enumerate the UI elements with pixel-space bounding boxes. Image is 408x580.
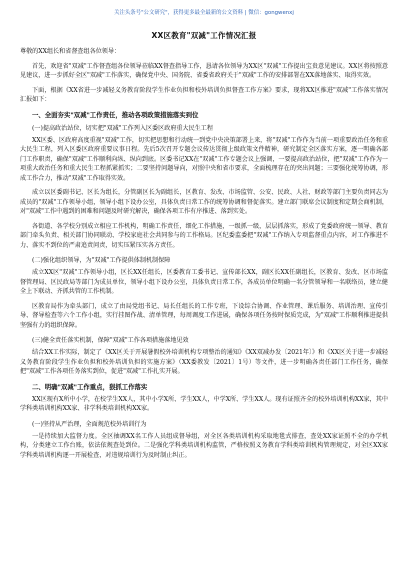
body-paragraph: 成立XX区"双减"工作领导小组，区长XX任组长，区委教育工委书记、宣传部长XX，副区长XX任副组长，区教育、发改、区市场监督管理局、区民政局等部门为成员单位，领导小组下设办公室，具体负责日常工作，各成员单位明确一名分管领导和一名联络员，建立健全上下联动、齐抓共管的工作机制。 <box>20 269 388 295</box>
document-body <box>20 30 388 465</box>
section-heading: 二、明确"双减"工作重点，狠抓工作落实 <box>32 382 148 391</box>
body-paragraph: XX区现有X所中小学，在校学生XX人，其中小学X所、学生XX人，中学X所、学生XX人。现有证照齐全的校外培训机构XX家，其中学科类培训机构XX家、非学科类培训机构XX家。 <box>20 395 388 412</box>
section-heading: 一、全面夯实"双减"工作责任，推动各项政策措施落实到位 <box>32 110 199 119</box>
subsection-heading: (一)坚持从严治理，全面规范校外培训行为 <box>32 420 147 428</box>
intro-paragraph: 首先，欢迎省"双减"工作督查组各位领导莅临XX督查指导工作，恳请各位领导为XX区"双减"工作提出宝贵意见建议。XX区将按照意见建议，进一步抓好全区"双减"工作落实，确保党中央、国务院、省委省政府关于"双减"工作的安排部署在XX落地落实、取得实效。 <box>20 62 388 79</box>
body-paragraph: 成立以区委副书记、区长为组长，分管副区长为副组长，区教育、发改、市场监管、公安、民政、人社、财政等部门主要负责同志为成员的"双减"工作领导小组，领导小组下设办公室，具体负责日常工作的统筹协调和督促落实。建立部门联席会议制度和定期会商机制，对"双减"工作中遇到的困难和问题及时研究解决，确保各项工作有序推进、落到实处。 <box>20 189 388 215</box>
body-paragraph: XX区委、区政府高度重视"双减"工作，切实把思想和行动统一到党中央决策部署上来，将"双减"工作作为当前一项重要政治任务和重大民生工程，列入区委区政府重要议事日程。先后5次召开专题会议传达贯彻上级政策文件精神，研究制定全区落实方案，逐一明确各部门工作职责，确保"双减"工作顺利向纵、纵向到底。区委书记XX在"双减"工作专题会议上强调，一要提高政治站位，把"双减"工作作为一项重大政治任务和重大民生工程抓紧抓实；二要坚持问题导向，对照中央和省市要求，全面梳理存在的突出问题；三要强化统筹协调，形成工作合力，推动"双减"工作取得实效。 <box>20 136 388 182</box>
body-paragraph: 一是持续加大监督力度。全区抽调XX名工作人员组成督导组，对全区各类培训机构采取地毯式排查，查处XX家证照不全的办学机构，分类建立工作台账，依法依规查处到位。二是强化学科类培训机构监管，严格按照义务教育学科类培训机构管理规定，对全区XX家学科类培训机构逐一开展检查，对违规培训行为及时制止纠正。 <box>20 432 388 459</box>
subsection-heading: (二)强化组织领导，为"双减"工作提供体制机制保障 <box>32 257 171 264</box>
subsection-heading: (一)提高政治站位，切实把"双减"工作列入区委区政府重大民生工程 <box>32 124 213 132</box>
salutation: 尊敬的XX组长和省督查组各位领导： <box>20 48 121 55</box>
body-paragraph: 结合XX工作实际，制定了《XX区关于开展暑假校外培训机构专项整治的通知》《XX双减办发〔2021年〕》和《XX区关于进一步减轻义务教育阶段学生作业负担和校外培训负担的实施方案》（XX委教发〔2021〕1号）等文件，进一步明确各责任部门工作任务，确保把"双减"工作各项任务落实到位，促进"双减"工作扎实开展。 <box>20 349 388 375</box>
promo-banner: 关注头条号"公文研究"，获得更多最全最新的公文资料 | 微信：gongwenxj <box>114 10 294 16</box>
intro-paragraph: 下面，根据《XX省进一步减轻义务教育阶段学生作业负担和校外培训负担督查工作方案》要求，现将XX区推进"双减"工作落实情况汇报如下： <box>20 86 388 103</box>
document-title: XX区教育"双减"工作情况汇报 <box>151 31 257 40</box>
body-paragraph: 区教育局作为牵头部门，成立了由局党组书记、局长任组长的工作专班，下设综合协调、作业管理、课后服务、培训治理、宣传引导、督导检查等六个工作小组，实行挂图作战、清单管理，每周调度工作进展，确保各项任务按时保质完成，为"双减"工作顺利推进提供坚强有力的组织保障。 <box>20 302 388 329</box>
subsection-heading: (三)健全责任落实机制，保障"双减"工作各项措施落地见效 <box>32 337 189 344</box>
body-paragraph: 各街道、各学校分别成立相应工作机构，明确工作责任，细化工作措施，一级抓一级，层层抓落实，形成了党委政府统一领导、教育部门牵头负责、相关部门协同联动、学校家庭社会共同参与的工作格局。区纪委监委把"双减"工作纳入专项监督重点内容，对工作推进不力、落实不到位的严肃追责问责，切实压紧压实各方责任。 <box>20 222 388 249</box>
